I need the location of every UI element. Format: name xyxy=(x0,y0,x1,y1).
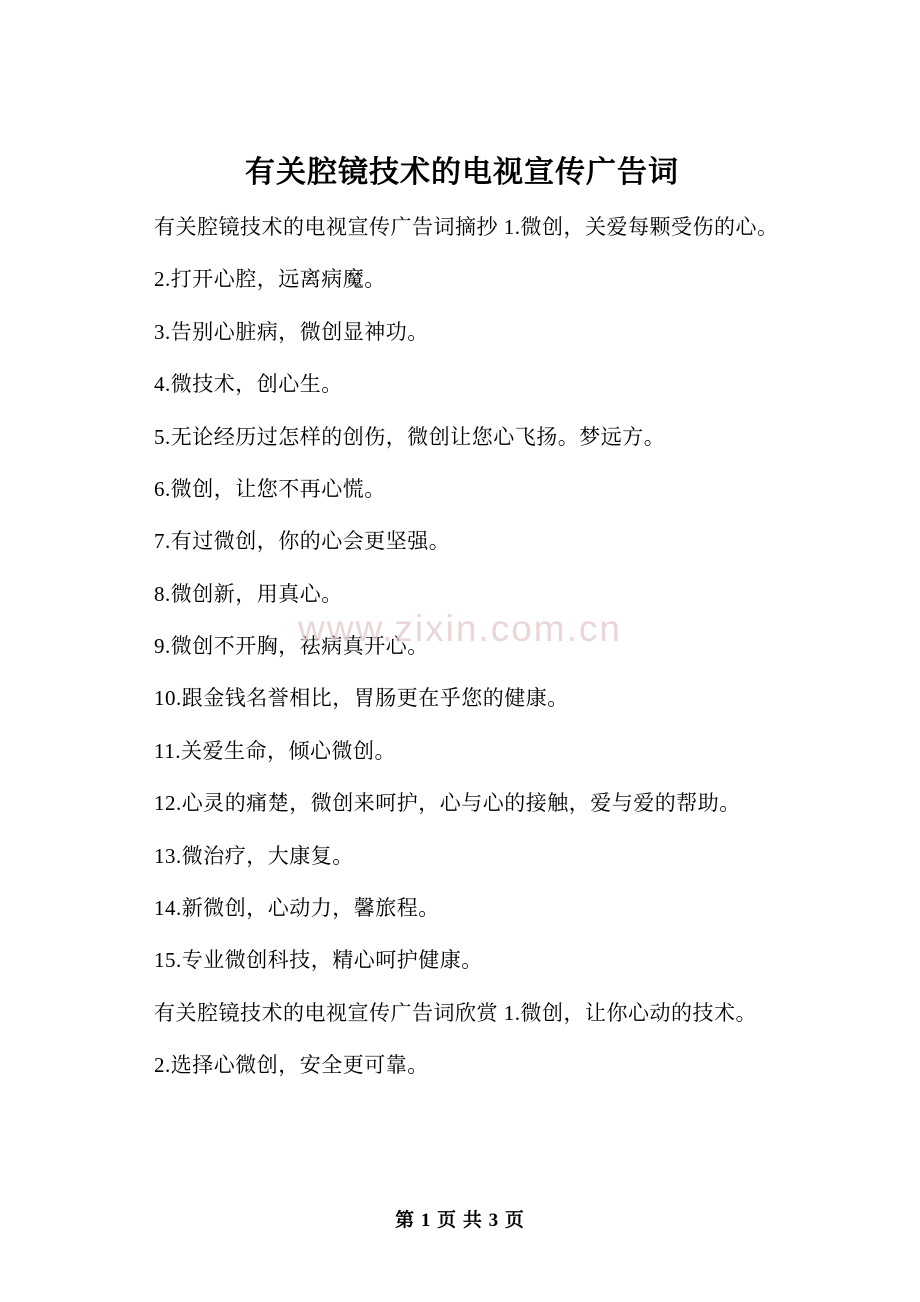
paragraph: 6.微创，让您不再心慌。 xyxy=(154,476,386,501)
paragraph: 2.选择心微创，安全更可靠。 xyxy=(154,1053,429,1077)
paragraph: 4.微技术，创心生。 xyxy=(154,372,343,397)
document-body xyxy=(112,0,812,1084)
paragraph: 10.跟金钱名誉相比，胃肠更在乎您的健康。 xyxy=(154,686,569,711)
paragraph: 有关腔镜技术的电视宣传广告词摘抄 1.微创，关爱每颗受伤的心。 xyxy=(154,215,779,239)
paragraph: 11.关爱生命，倾心微创。 xyxy=(154,738,396,763)
paragraph: 3.告别心脏病，微创显神功。 xyxy=(154,319,429,344)
page-title: 有关腔镜技术的电视宣传广告词 xyxy=(245,156,679,189)
paragraph: 9.微创不开胸，祛病真开心。 xyxy=(154,634,429,658)
paragraph: 14.新微创，心动力，馨旅程。 xyxy=(154,895,440,920)
paragraph: 8.微创新，用真心。 xyxy=(154,581,343,606)
paragraph: 13.微治疗，大康复。 xyxy=(154,843,354,868)
page-footer: 第 1 页 共 3 页 xyxy=(395,1210,525,1231)
paragraph: 5.无论经历过怎样的创伤，微创让您心飞扬。梦远方。 xyxy=(154,424,666,449)
paragraph: 7.有过微创，你的心会更坚强。 xyxy=(154,529,451,554)
paragraph: 15.专业微创科技，精心呵护健康。 xyxy=(154,948,483,973)
paragraph: 12.心灵的痛楚，微创来呵护，心与心的接触，爱与爱的帮助。 xyxy=(154,791,741,816)
watermark: www.zixin.com.cn xyxy=(298,608,622,649)
paragraph: 有关腔镜技术的电视宣传广告词欣赏 1.微创，让你心动的技术。 xyxy=(154,1000,757,1025)
paragraph: 2.打开心腔，远离病魔。 xyxy=(154,267,386,292)
